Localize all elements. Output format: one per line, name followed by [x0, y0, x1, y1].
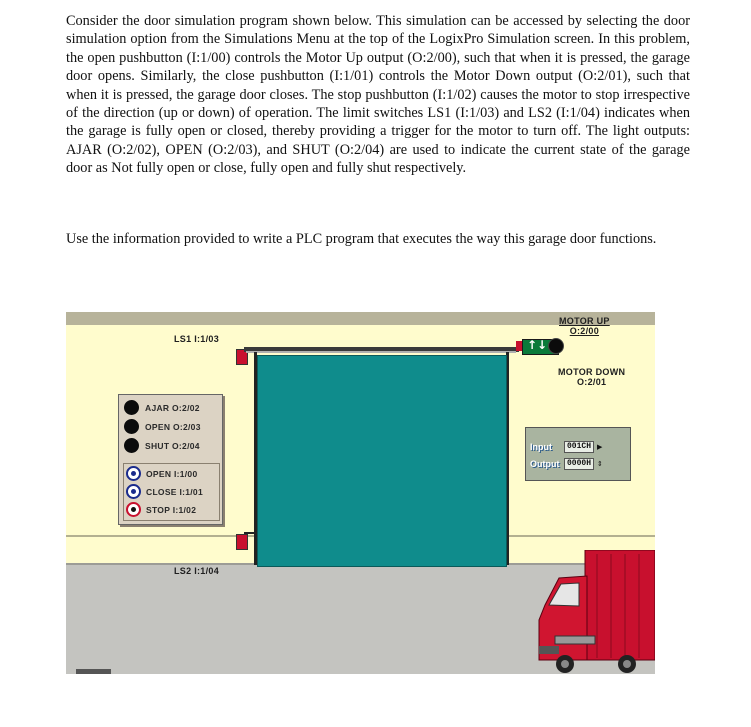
- pushbutton-label: OPEN I:1/00: [146, 468, 198, 479]
- lamp-ajar: [124, 398, 200, 417]
- pushbutton-label: STOP I:1/02: [146, 504, 197, 515]
- motor-down-label: [558, 367, 625, 387]
- pushbutton-label: CLOSE I:1/01: [146, 486, 203, 497]
- open-pushbutton-row[interactable]: [126, 465, 198, 482]
- ls1-label: LS1 I:1/03: [174, 334, 220, 344]
- ls2-switch-icon: [236, 534, 248, 550]
- close-pushbutton-row[interactable]: [126, 483, 203, 500]
- stop-pushbutton-row[interactable]: [126, 501, 196, 518]
- plc-io-panel: [525, 427, 631, 481]
- ls2-label: LS2 I:1/04: [174, 566, 220, 576]
- up-down-arrows-icon: ↑↓: [527, 338, 548, 352]
- truck-icon: [535, 550, 655, 674]
- stop-pushbutton-icon[interactable]: [126, 502, 141, 517]
- lamp-label: OPEN O:2/03: [145, 421, 201, 432]
- output-row: [530, 457, 603, 470]
- output-label: Output: [530, 458, 560, 469]
- lamp-label: SHUT O:2/04: [145, 440, 200, 451]
- scroll-icon[interactable]: ⇕: [597, 460, 603, 468]
- instruction-paragraph: Use the information provided to write a PLC program that executes the way this garage door functions.: [66, 231, 657, 247]
- open-lamp-icon: [124, 419, 139, 434]
- input-value: 001CH: [564, 441, 594, 453]
- motor-up-address: O:2/00: [569, 326, 600, 336]
- input-label: Input: [530, 441, 552, 452]
- motor-up-label: [559, 316, 610, 336]
- input-row: [530, 440, 602, 453]
- door-track-shadow: [246, 351, 516, 353]
- motor-down-address: O:2/01: [577, 377, 607, 387]
- control-station: [118, 394, 223, 525]
- pushbutton-panel: [123, 463, 220, 521]
- close-pushbutton-icon[interactable]: [126, 484, 141, 499]
- output-value: 0000H: [564, 458, 594, 470]
- lamp-open: [124, 417, 201, 436]
- motor-up-title: MOTOR UP: [559, 316, 610, 326]
- motor-pulley-icon: [548, 338, 564, 354]
- scroll-right-icon[interactable]: ▶: [597, 443, 603, 451]
- ajar-lamp-icon: [124, 400, 139, 415]
- door-simulation-screenshot: [66, 312, 655, 674]
- floor-mark: [76, 669, 111, 674]
- problem-paragraph: Consider the door simulation program shown below. This simulation can be accessed by selecting the door simulation option from the Simulations Menu at the top of the LogixPro Simulation screen. In this problem, the open pushbutton (I:1/00) controls the Motor Up output (O:2/00), such that when it is pressed, the garage door opens. Similarly, the close pushbutton (I:1/01) controls the Motor Down output (O:2/01), such that when it is pressed, the garage door closes. The stop pushbutton (I:1/02) causes the motor to stop irrespective of the direction (up or down) of operation. The limit switches LS1 (I:1/03) and LS2 (I:1/04) indicates when the garage is fully open or closed, thereby providing a trigger for the motor to turn off. The light outputs: AJAR (O:2/02), OPEN (O:2/03), and SHUT (O:2/04) are used to indicate the current state of the garage door as Not fully open or close, fully open and fully shut respectively.: [66, 13, 690, 177]
- shut-lamp-icon: [124, 438, 139, 453]
- open-pushbutton-icon[interactable]: [126, 466, 141, 481]
- garage-door: [257, 355, 507, 567]
- lamp-shut: [124, 436, 200, 455]
- motor-down-title: MOTOR DOWN: [558, 367, 626, 377]
- lamp-label: AJAR O:2/02: [145, 402, 200, 413]
